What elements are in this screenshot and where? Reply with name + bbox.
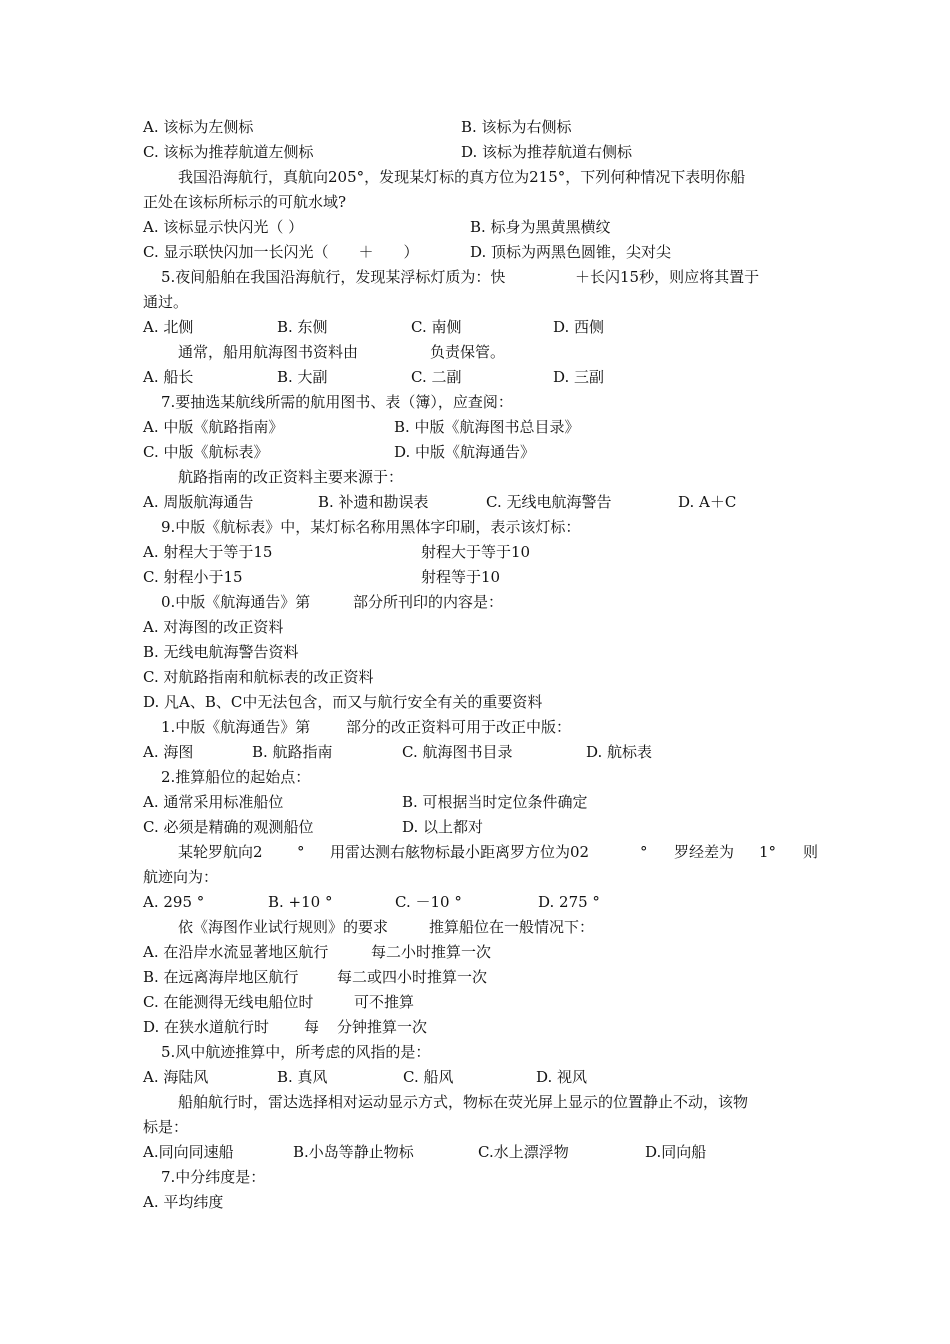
option-c: C. 船风 <box>403 1068 454 1086</box>
text-line <box>143 690 543 715</box>
option-b: B. 标身为黑黄黑横纹 <box>470 218 611 236</box>
text-line <box>143 740 653 765</box>
option-b: B. 航路指南 <box>252 743 333 761</box>
option-d: D. 275 ° <box>538 893 600 911</box>
text-line <box>143 440 536 465</box>
option-a: A. 周版航海通告 <box>143 493 254 511</box>
option-d: D. 以上都对 <box>402 818 484 836</box>
question-text: 部分的改正资料可用于改正中版： <box>346 718 572 736</box>
text-line <box>143 1190 224 1215</box>
option-a: A. 对海图的改正资料 <box>143 618 284 636</box>
question-text: 5.夜间船舶在我国沿海航行，发现某浮标灯质为：快 <box>161 268 506 286</box>
option-d: 每 <box>304 1018 320 1036</box>
text-line <box>143 965 488 990</box>
text-line <box>143 215 611 240</box>
option-c: C. 航海图书目录 <box>402 743 513 761</box>
question-text: ＋长闪15秒，则应将其置于 <box>575 268 760 286</box>
question-line <box>143 165 746 190</box>
option-b: B. 东侧 <box>277 318 328 336</box>
text-line <box>143 1140 707 1165</box>
option-c: C. 射程小于15 <box>143 568 243 586</box>
text-line <box>143 365 605 390</box>
question-line <box>143 265 760 290</box>
option-b: B. 补遗和勘误表 <box>318 493 429 511</box>
question-text: 负责保管。 <box>430 343 506 361</box>
option-c: C. 显示联快闪加一长闪光（ ＋ ） <box>143 243 419 261</box>
text-line <box>143 790 588 815</box>
option-a: A. 通常采用标准船位 <box>143 793 284 811</box>
question-text: 航迹向为： <box>143 868 219 886</box>
option-d: D. 在狭水道航行时 <box>143 1018 270 1036</box>
option-b: B. 该标为右侧标 <box>461 118 572 136</box>
text-line <box>143 940 492 965</box>
question-text: 某轮罗航向2 <box>178 843 263 861</box>
question-line <box>143 765 311 790</box>
question-text: 7.中分纬度是： <box>161 1168 266 1186</box>
option-d: 射程等于10 <box>421 568 501 586</box>
option-c: C. －10 ° <box>395 893 462 911</box>
question-line <box>143 1115 189 1140</box>
question-line <box>143 515 581 540</box>
text-line <box>143 990 415 1015</box>
question-text: 部分所刊印的内容是： <box>353 593 504 611</box>
text-line <box>143 1015 428 1040</box>
text-line <box>143 490 737 515</box>
question-line <box>143 340 506 365</box>
option-c: C. 对航路指南和航标表的改正资料 <box>143 668 374 686</box>
option-d: D. 视风 <box>536 1068 588 1086</box>
text-line <box>143 665 374 690</box>
question-text: 2.推算船位的起始点： <box>161 768 311 786</box>
question-text: 1.中版《航海通告》第 <box>161 718 311 736</box>
question-line <box>143 1040 431 1065</box>
option-b: B. 中版《航海图书总目录》 <box>394 418 580 436</box>
question-line <box>143 390 513 415</box>
option-a: A. 在沿岸水流显著地区航行 <box>143 943 329 961</box>
option-a: 每二小时推算一次 <box>371 943 492 961</box>
option-d: D. 凡A、B、C中无法包含，而又与航行安全有关的重要资料 <box>143 693 543 711</box>
option-b: 射程大于等于10 <box>421 543 531 561</box>
option-a: A.同向同速船 <box>143 1143 234 1161</box>
option-b: B. +10 ° <box>268 893 333 911</box>
option-d: D. 中版《航海通告》 <box>394 443 536 461</box>
question-text: 我国沿海航行，真航向205°，发现某灯标的真方位为215°，下列何种情况下表明你船 <box>178 168 746 186</box>
option-b: 每二或四小时推算一次 <box>337 968 488 986</box>
text-line <box>143 615 284 640</box>
option-c: C.水上漂浮物 <box>478 1143 569 1161</box>
question-line <box>143 1165 266 1190</box>
option-d: D. 航标表 <box>586 743 653 761</box>
option-a: A. 北侧 <box>143 318 194 336</box>
option-b: B. 真风 <box>277 1068 328 1086</box>
option-a: A. 该标为左侧标 <box>143 118 254 136</box>
option-a: A. 中版《航路指南》 <box>143 418 284 436</box>
option-b: B. 可根据当时定位条件确定 <box>402 793 588 811</box>
option-c: C. 必须是精确的观测船位 <box>143 818 314 836</box>
question-line <box>143 290 189 315</box>
option-a: A. 该标显示快闪光（ ） <box>143 218 304 236</box>
option-a: A. 295 ° <box>143 893 205 911</box>
text-line <box>143 890 600 915</box>
option-c: 可不推算 <box>354 993 415 1011</box>
option-c: C. 中版《航标表》 <box>143 443 269 461</box>
question-text: 标是： <box>143 1118 189 1136</box>
question-text: ° <box>640 843 648 861</box>
question-text: 航路指南的改正资料主要来源于： <box>178 468 404 486</box>
option-d: D.同向船 <box>645 1143 707 1161</box>
option-c: C. 二副 <box>411 368 462 386</box>
option-a: A. 海图 <box>143 743 194 761</box>
question-text: 通过。 <box>143 293 189 311</box>
option-a: A. 船长 <box>143 368 194 386</box>
option-a: A. 射程大于等于15 <box>143 543 273 561</box>
option-a: A. 平均纬度 <box>143 1193 224 1211</box>
question-text: 依《海图作业试行规则》的要求 <box>178 918 389 936</box>
option-b: B. 大副 <box>277 368 328 386</box>
text-line <box>143 640 299 665</box>
question-line <box>143 840 819 865</box>
question-text: 1° <box>759 843 777 861</box>
option-c: C. 在能测得无线电船位时 <box>143 993 314 1011</box>
question-text: 用雷达测右舷物标最小距离罗方位为02 <box>330 843 590 861</box>
option-d: 分钟推算一次 <box>337 1018 428 1036</box>
option-c: C. 该标为推荐航道左侧标 <box>143 143 314 161</box>
text-line <box>143 315 605 340</box>
question-text: 0.中版《航海通告》第 <box>161 593 311 611</box>
question-text: 5.风中航迹推算中，所考虑的风指的是： <box>161 1043 431 1061</box>
question-text: 则 <box>803 843 819 861</box>
option-c: C. 南侧 <box>411 318 462 336</box>
text-line <box>143 240 672 265</box>
text-line <box>143 565 501 590</box>
option-c: C. 无线电航海警告 <box>486 493 612 511</box>
question-text: 船舶航行时，雷达选择相对运动显示方式，物标在荧光屏上显示的位置静止不动，该物 <box>178 1093 749 1111</box>
question-line <box>143 865 219 890</box>
text-line <box>143 415 580 440</box>
text-line <box>143 815 484 840</box>
question-line <box>143 465 404 490</box>
question-line <box>143 915 595 940</box>
option-a: A. 海陆风 <box>143 1068 209 1086</box>
question-text: 正处在该标所标示的可航水域? <box>143 193 347 211</box>
question-line <box>143 590 504 615</box>
question-text: 7.要抽选某航线所需的航用图书、表（簿），应查阅： <box>161 393 513 411</box>
question-text: 9.中版《航标表》中，某灯标名称用黑体字印刷，表示该灯标： <box>161 518 581 536</box>
option-d: D. 该标为推荐航道右侧标 <box>461 143 633 161</box>
option-d: D. A＋C <box>678 493 737 511</box>
option-d: D. 西侧 <box>553 318 605 336</box>
option-b: B. 无线电航海警告资料 <box>143 643 299 661</box>
question-line <box>143 715 572 740</box>
question-text: ° <box>297 843 305 861</box>
question-text: 通常，船用航海图书资料由 <box>178 343 359 361</box>
option-d: D. 三副 <box>553 368 605 386</box>
text-line <box>143 140 633 165</box>
text-line <box>143 540 531 565</box>
question-text: 罗经差为 <box>674 843 735 861</box>
option-b: B.小岛等静止物标 <box>293 1143 414 1161</box>
option-b: B. 在远离海岸地区航行 <box>143 968 299 986</box>
question-line <box>143 1090 749 1115</box>
text-line <box>143 115 572 140</box>
question-line <box>143 190 347 215</box>
text-line <box>143 1065 588 1090</box>
question-text: 推算船位在一般情况下： <box>429 918 595 936</box>
option-d: D. 顶标为两黑色圆锥，尖对尖 <box>470 243 672 261</box>
